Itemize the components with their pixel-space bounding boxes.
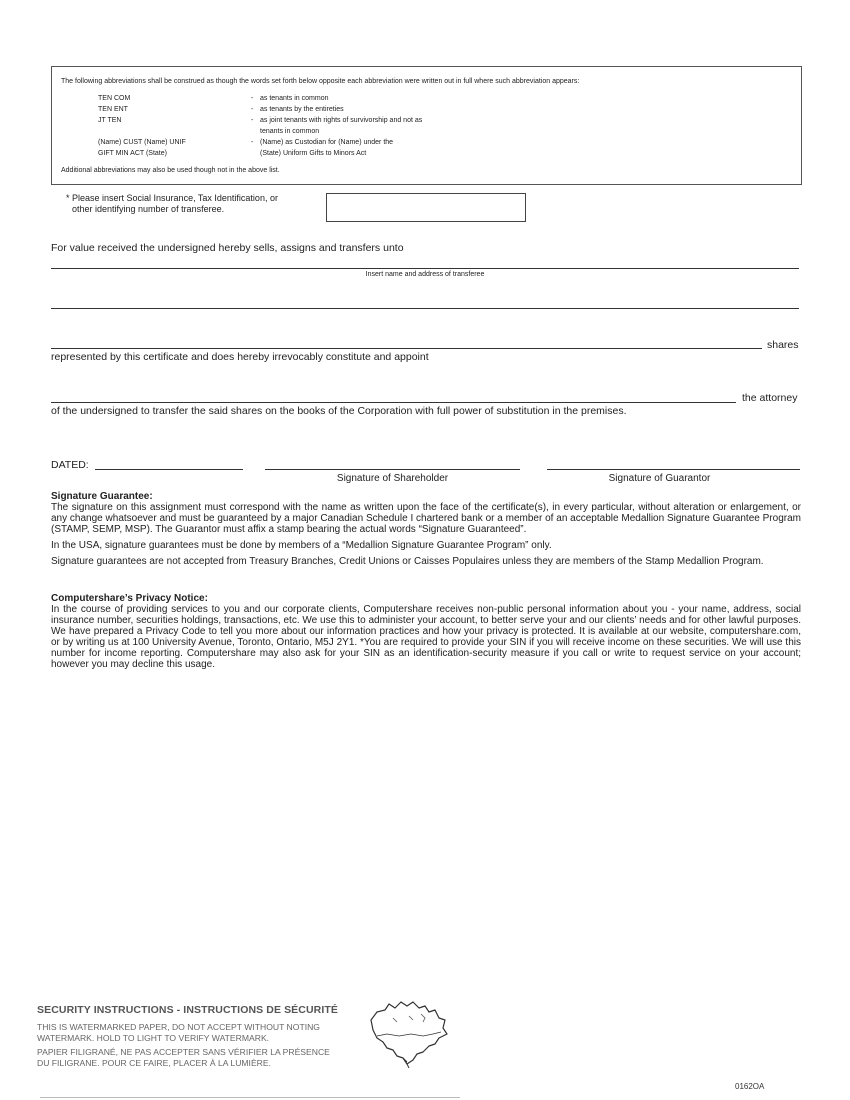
abbreviations-note: Additional abbreviations may also be used though not in the above list.: [61, 167, 280, 174]
signature-guarantee-paragraph: The signature on this assignment must correspond with the name as written upon the face of the certificate(s), in every particular, without alteration or enlargement, or any change whatsoever and must be guaranteed by a major Canadian Schedule I chartered bank or a member of an acceptable Medallion Signature Guarantee Program (STAMP, SEMP, MSP). The Guarantor must affix a stamp bearing the actual words “Signature Guaranteed”.: [51, 502, 801, 535]
abbreviation-dash: -: [251, 106, 254, 113]
security-instruction-en: WATERMARK. HOLD TO LIGHT TO VERIFY WATERMARK.: [37, 1033, 270, 1043]
security-instruction-fr: PAPIER FILIGRANÉ, NE PAS ACCEPTER SANS VÉRIFIER LA PRÉSENCE: [37, 1047, 330, 1057]
abbreviation-value-continued: (State) Uniform Gifts to Minors Act: [260, 150, 367, 157]
privacy-notice-body: In the course of providing services to you and our corporate clients, Computershare receives non-public personal information about you - your name, address, social insurance number, securities holdings, transactions, etc. We use this to administer your account, to better serve your and our clients’ needs and for other lawful purposes. We have prepared a Privacy Code to tell you more about our information practices and how your privacy is protected. It is available at our website, computershare.com, or by writing us at 100 University Avenue, Toronto, Ontario, M5J 2Y1. *You are required to provide your SIN if you will receive income on these securities. We will use this number for income reporting. Computershare may also ask for your SIN as an identification-security measure if you call or write to request service on your account; however you may decline this usage.: [51, 604, 801, 670]
security-instruction-en: THIS IS WATERMARKED PAPER, DO NOT ACCEPT WITHOUT NOTING: [37, 1022, 320, 1032]
abbreviation-value: as joint tenants with rights of survivorship and not as: [260, 117, 423, 124]
sin-instruction: [66, 193, 316, 215]
signature-guarantee-heading: Signature Guarantee:: [51, 491, 153, 502]
abbreviations-intro: The following abbreviations shall be construed as though the words set forth below opposite each abbreviation were written out in full where such abbreviation appears:: [61, 78, 580, 85]
north-america-map-icon: [363, 998, 451, 1070]
abbreviation-key: TEN ENT: [98, 106, 128, 113]
abbreviation-key: (Name) CUST (Name) UNIF: [98, 139, 186, 146]
attorney-label: the attorney: [742, 392, 798, 404]
transferee-caption: Insert name and address of transferee: [365, 271, 485, 278]
abbreviation-value: as tenants by the entireties: [260, 106, 344, 113]
shareholder-signature-caption: Signature of Shareholder: [336, 473, 449, 484]
dated-label: DATED:: [51, 459, 89, 471]
privacy-notice-heading: Computershare’s Privacy Notice:: [51, 593, 208, 604]
sin-instruction-line: * Please insert Social Insurance, Tax Identification, or: [66, 193, 278, 203]
guarantor-signature-caption: Signature of Guarantor: [608, 473, 711, 484]
privacy-notice-section: [51, 593, 801, 670]
abbreviation-dash: -: [251, 139, 254, 146]
abbreviation-key: JT TEN: [98, 117, 122, 124]
abbreviation-dash: -: [251, 117, 254, 124]
signature-guarantee-exclusions: Signature guarantees are not accepted from Treasury Branches, Credit Unions or Caisses Populaires unless they are members of the Stamp Medallion Program.: [51, 556, 764, 567]
shares-count-line[interactable]: [51, 348, 762, 349]
security-instructions-title: SECURITY INSTRUCTIONS - INSTRUCTIONS DE SÉCURITÉ: [37, 1004, 338, 1016]
abbreviation-key: TEN COM: [98, 95, 131, 102]
transferee-address-line[interactable]: [51, 308, 799, 309]
date-line[interactable]: [95, 469, 243, 470]
signature-guarantee-section: [51, 491, 801, 567]
abbreviation-dash: -: [251, 95, 254, 102]
sin-instruction-line: other identifying number of transferee.: [72, 204, 225, 214]
represented-text: represented by this certificate and does hereby irrevocably constitute and appoint: [51, 351, 429, 363]
abbreviation-key-continued: GIFT MIN ACT (State): [98, 150, 167, 157]
security-instruction-fr: DU FILIGRANE. POUR CE FAIRE, PLACER À LA LUMIÈRE.: [37, 1058, 271, 1068]
form-code: 0162OA: [735, 1082, 765, 1091]
attorney-line[interactable]: [51, 402, 736, 403]
abbreviations-list: [61, 93, 792, 165]
bottom-divider: [40, 1097, 460, 1098]
for-value-text: For value received the undersigned hereby sells, assigns and transfers unto: [51, 242, 404, 254]
shareholder-signature-line[interactable]: [265, 469, 520, 470]
abbreviation-value: (Name) as Custodian for (Name) under the: [260, 139, 394, 146]
abbreviation-value-continued: tenants in common: [260, 128, 320, 135]
abbreviation-value: as tenants in common: [260, 95, 329, 102]
abbreviations-box: [51, 66, 802, 185]
shares-label: shares: [767, 339, 799, 351]
sin-input-box[interactable]: [326, 193, 526, 222]
signature-guarantee-usa: In the USA, signature guarantees must be done by members of a “Medallion Signature Guarantee Program” only.: [51, 540, 552, 551]
transferee-name-line[interactable]: [51, 268, 799, 269]
transfer-text: of the undersigned to transfer the said shares on the books of the Corporation with full power of substitution in the premises.: [51, 405, 627, 417]
guarantor-signature-line[interactable]: [547, 469, 800, 470]
